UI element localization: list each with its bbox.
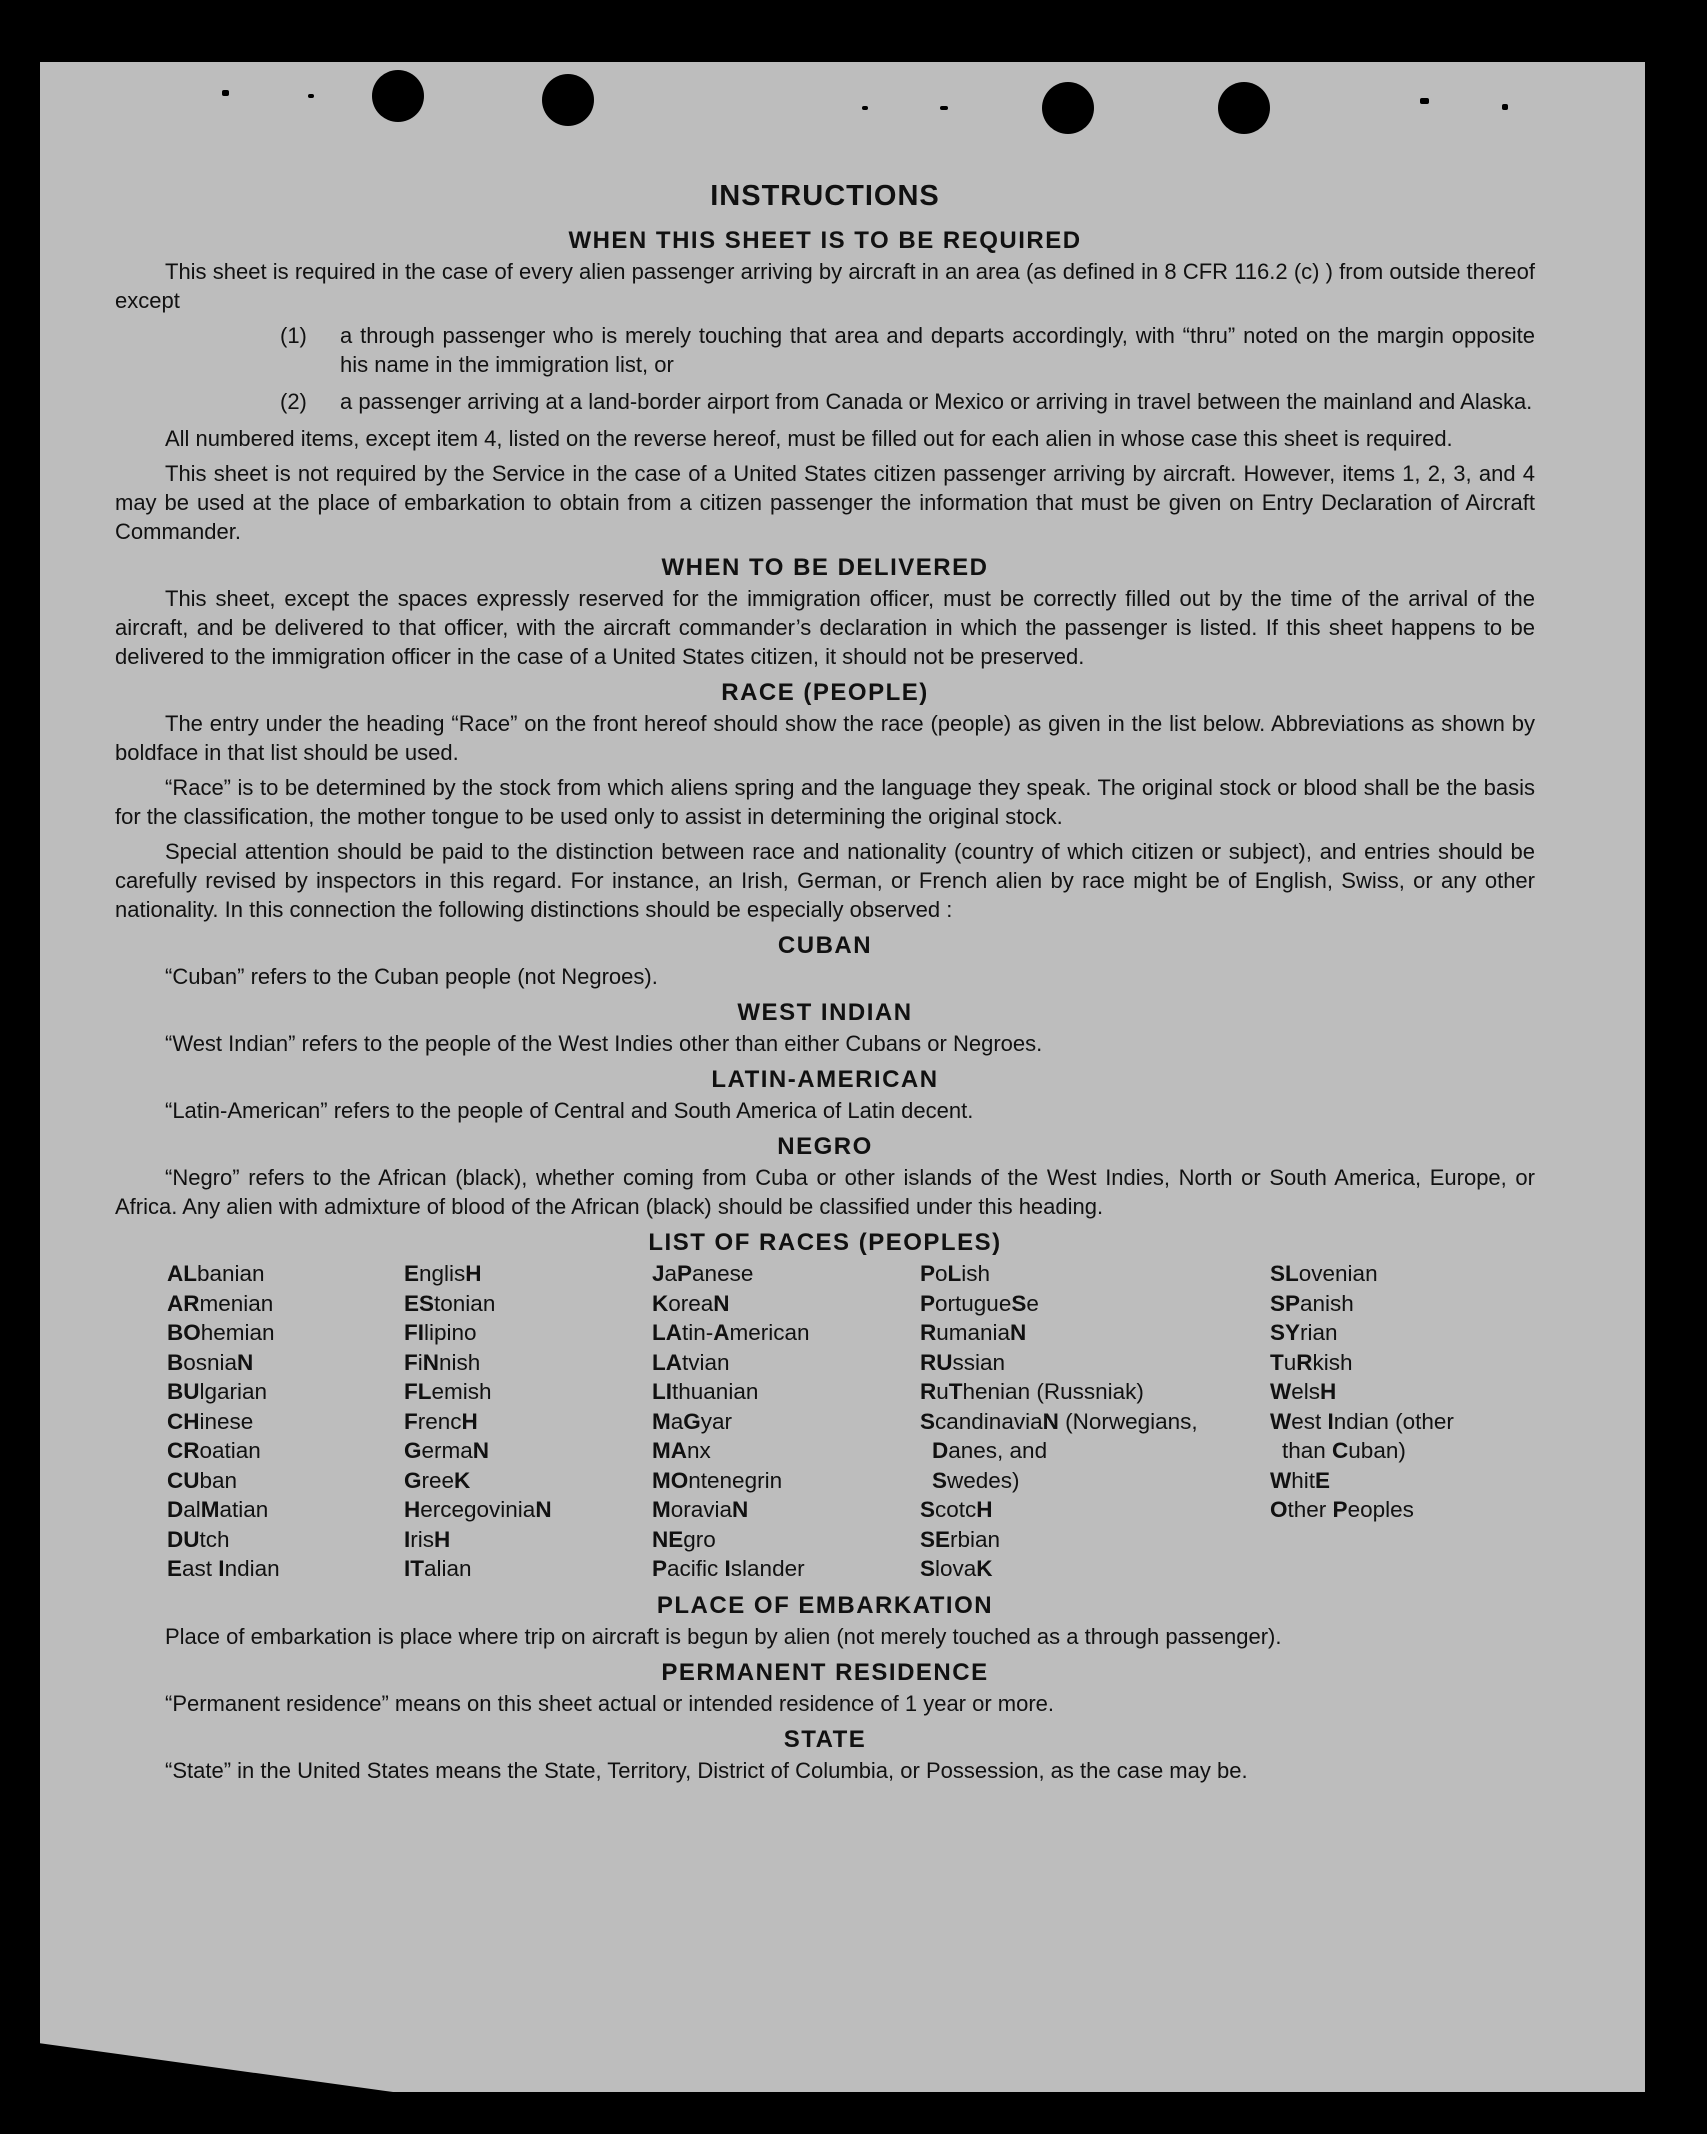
page-title: INSTRUCTIONS <box>710 180 940 212</box>
exception-item-1 <box>115 321 1535 379</box>
exception-number: (1) <box>280 323 307 348</box>
race-entry: LIthuanian <box>652 1379 759 1404</box>
race-entry: DalMatian <box>167 1497 269 1522</box>
race-entry: than Cuban) <box>1282 1438 1406 1463</box>
punch-hole-1 <box>372 70 424 122</box>
race-entry: CRoatian <box>167 1438 261 1463</box>
race-entry: FiNnish <box>404 1349 481 1375</box>
race-entry: RuThenian (Russniak) <box>920 1379 1144 1404</box>
exception-number: (2) <box>280 389 307 414</box>
section-heading-required: WHEN THIS SHEET IS TO BE REQUIRED <box>568 227 1082 254</box>
exception-text: a passenger arriving at a land-border airport from Canada or Mexico or arriving in travel between the mainland and Alaska. <box>340 389 1533 414</box>
race-entry: RumaniaN <box>920 1320 1027 1345</box>
paragraph-numbered-items: All numbered items, except item 4, listed on the reverse hereof, must be filled out for each alien in whose case this sheet is required. <box>165 426 1453 451</box>
race-entry: West Indian (other <box>1270 1408 1454 1434</box>
race-column-4 <box>920 1259 1270 1584</box>
paragraph-negro: “Negro” refers to the African (black), whether coming from Cuba or other islands of the West Indies, North or South America, Europe, or Africa. Any alien with admixture of blood of the African (black) should be classified under this heading. <box>115 1165 1535 1219</box>
race-entry: EStonian <box>404 1290 496 1316</box>
race-entry: Danes, and <box>932 1438 1048 1463</box>
paragraph-citizen: This sheet is not required by the Service in the case of a United States citizen passenger arriving by aircraft. However, items 1, 2, 3, and 4 may be used at the place of embarkation to obtain from a citizen passenger the information that must be given on Entry Declaration of Aircraft Commander. <box>115 461 1535 544</box>
race-entry: LAtin-American <box>652 1320 810 1345</box>
race-entry: FLemish <box>404 1379 492 1404</box>
race-entry: SLovenian <box>1270 1261 1378 1286</box>
race-column-1 <box>167 1259 404 1584</box>
punch-hole-4 <box>1218 82 1270 134</box>
paragraph-latin-american: “Latin-American” refers to the people of Central and South America of Latin decent. <box>165 1098 974 1123</box>
section-heading-cuban: CUBAN <box>777 932 873 959</box>
section-heading-embarkation: PLACE OF EMBARKATION <box>656 1591 994 1619</box>
race-entry: PoLish <box>920 1261 991 1286</box>
race-column-3 <box>652 1259 920 1584</box>
race-entry: IrisH <box>404 1526 451 1552</box>
section-heading-delivered: WHEN TO BE DELIVERED <box>661 554 989 581</box>
paragraph-residence: “Permanent residence” means on this sheet actual or intended residence of 1 year or more. <box>165 1690 1055 1716</box>
paragraph-race-nationality: Special attention should be paid to the distinction between race and nationality (country of which citizen or subject), and entries should be carefully revised by inspectors in this regard. For instance, an Irish, German, or French alien by race might be of English, Swiss, or any other nationality. In this connection the following distinctions should be especially observed : <box>115 839 1535 922</box>
race-entry: BUlgarian <box>167 1379 268 1404</box>
race-entry: EnglisH <box>404 1261 482 1286</box>
race-entry: SErbian <box>920 1526 1001 1552</box>
paragraph-cuban: “Cuban” refers to the Cuban people (not Negroes). <box>165 964 658 989</box>
speck <box>1502 104 1508 110</box>
race-entry: ScandinaviaN (Norwegians, <box>920 1408 1198 1434</box>
paragraph-state: “State” in the United States means the State, Territory, District of Columbia, or Possession, as the case may be. <box>165 1757 1248 1783</box>
race-entry: WelsH <box>1270 1379 1337 1404</box>
race-entry: CUban <box>167 1467 238 1493</box>
race-entry: BosniaN <box>167 1349 254 1375</box>
exception-item-2 <box>115 387 1535 416</box>
speck <box>222 90 229 96</box>
race-entry: ScotcH <box>920 1497 993 1522</box>
race-entry: BOhemian <box>167 1320 275 1345</box>
race-entry: Swedes) <box>932 1467 1020 1493</box>
section-heading-list-of-races: LIST OF RACES (PEOPLES) <box>648 1229 1002 1256</box>
race-entry: WhitE <box>1270 1467 1331 1493</box>
race-list <box>115 1259 1535 1584</box>
race-entry: DUtch <box>167 1526 230 1552</box>
race-column-5 <box>1270 1259 1530 1584</box>
race-entry: SPanish <box>1270 1290 1354 1316</box>
race-entry: FrencH <box>404 1408 478 1434</box>
punch-hole-3 <box>1042 82 1094 134</box>
section-heading-west-indian: WEST INDIAN <box>737 999 913 1026</box>
paragraph-delivered: This sheet, except the spaces expressly reserved for the immigration officer, must be correctly filled out by the time of the arrival of the aircraft, and be delivered to that officer, with the aircraft commander’s declaration in which the passenger is listed. If this sheet happens to be delivered to the immigration officer in the case of a United States citizen, it should not be preserved. <box>115 586 1535 669</box>
race-entry: SYrian <box>1270 1320 1338 1345</box>
paragraph-required-intro: This sheet is required in the case of every alien passenger arriving by aircraft in an area (as defined in 8 CFR 116.2 (c) ) from outside thereof except <box>115 259 1535 313</box>
race-entry: NEgro <box>652 1526 716 1552</box>
punch-hole-2 <box>542 74 594 126</box>
section-heading-negro: NEGRO <box>777 1133 873 1160</box>
race-entry: MaGyar <box>652 1408 733 1434</box>
section-heading-race: RACE (PEOPLE) <box>721 679 929 706</box>
paragraph-race-stock: “Race” is to be determined by the stock from which aliens spring and the language they speak. The original stock or blood shall be the basis for the classification, the mother tongue to be used only to assist in determining the original stock. <box>115 775 1535 829</box>
speck <box>940 106 948 110</box>
exception-text: a through passenger who is merely touching that area and departs accordingly, with “thru” noted on the margin opposite his name in the immigration list, or <box>340 323 1535 377</box>
section-heading-residence: PERMANENT RESIDENCE <box>661 1658 989 1686</box>
race-entry: East Indian <box>167 1556 280 1581</box>
race-entry: HercegoviniaN <box>404 1497 552 1522</box>
race-entry: PortugueSe <box>920 1290 1039 1316</box>
paragraph-race-entry: The entry under the heading “Race” on the front hereof should show the race (people) as given in the list below. Abbreviations as shown by boldface in that list should be used. <box>115 711 1535 765</box>
race-entry: GermaN <box>404 1438 490 1463</box>
race-column-2 <box>404 1259 652 1584</box>
speck <box>862 106 868 110</box>
instructions-content <box>115 180 1535 1791</box>
race-entry: ALbanian <box>167 1261 265 1286</box>
race-entry: ARmenian <box>167 1290 274 1316</box>
section-heading-latin-american: LATIN-AMERICAN <box>711 1066 939 1093</box>
race-entry: Other Peoples <box>1270 1497 1414 1522</box>
race-entry: ITalian <box>404 1556 472 1581</box>
race-entry: KoreaN <box>652 1290 730 1316</box>
paragraph-embarkation: Place of embarkation is place where trip on aircraft is begun by alien (not merely touched as a through passenger). <box>165 1623 1282 1649</box>
race-entry: LAtvian <box>652 1349 730 1375</box>
race-entry: Pacific Islander <box>652 1556 805 1581</box>
race-entry: MoraviaN <box>652 1497 749 1522</box>
race-entry: GreeK <box>404 1467 471 1493</box>
race-entry: SlovaK <box>920 1556 993 1581</box>
section-heading-state: STATE <box>783 1725 867 1753</box>
race-entry: MAnx <box>652 1438 711 1463</box>
race-entry: RUssian <box>920 1349 1006 1375</box>
paragraph-west-indian: “West Indian” refers to the people of the West Indies other than either Cubans or Negroes. <box>165 1031 1043 1056</box>
race-entry: CHinese <box>167 1408 254 1434</box>
race-entry: FIlipino <box>404 1320 477 1345</box>
speck <box>1420 98 1429 104</box>
speck <box>308 94 314 98</box>
race-entry: MOntenegrin <box>652 1467 783 1493</box>
race-entry: TuRkish <box>1270 1349 1353 1375</box>
race-entry: JaPanese <box>652 1261 754 1286</box>
